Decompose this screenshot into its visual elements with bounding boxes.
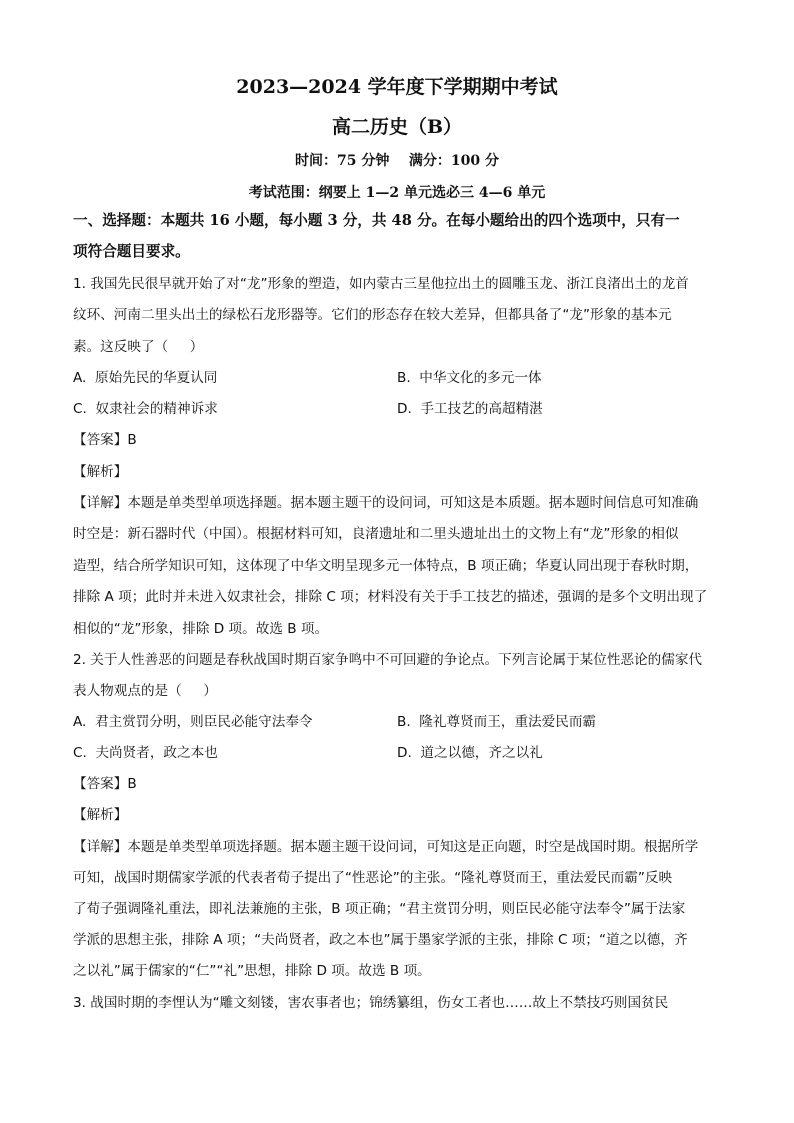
q2-detail-line: 可知，战国时期儒家学派的代表者荀子提出了“性恶论”的主张。“隆礼尊贤而王，重法爱民而霸”反映 <box>73 870 673 886</box>
q1-option-c: C. 奴隶社会的精神诉求 <box>73 401 218 417</box>
q2-answer: 【答案】B <box>73 776 137 792</box>
exam-scope: 考试范围：纲要上 1—2 单元选必三 4—6 单元 <box>248 185 546 201</box>
exam-time-score: 时间：75 分钟 满分：100 分 <box>295 153 499 169</box>
q2-detail-line: 了荀子强调隆礼重法，即礼法兼施的主张，B 项正确；“君主赏罚分明，则臣民必能守法奉令”属于法家 <box>73 901 686 917</box>
q2-option-d: D. 道之以德，齐之以礼 <box>397 745 543 761</box>
q2-analysis-label: 【解析】 <box>73 807 128 823</box>
q1-stem-line: 素。这反映了（ ） <box>73 339 204 355</box>
q2-option-b: B. 隆礼尊贤而王，重法爱民而霸 <box>397 714 597 730</box>
q1-analysis-label: 【解析】 <box>73 464 128 480</box>
q1-answer: 【答案】B <box>73 432 137 448</box>
q2-detail-line: 学派的思想主张，排除 A 项；“夫尚贤者，政之本也”属于墨家学派的主张，排除 C 项；“道之以德，齐 <box>73 932 688 948</box>
q1-detail-line: 【详解】本题是单类型单项选择题。据本题主题干的设问词，可知这是本质题。据本题时间信息可知准确 <box>73 495 699 511</box>
q1-detail-line: 时空是：新石器时代（中国）。根据材料可知，良渚遗址和二里头遗址出土的文物上有“龙”形象的相似 <box>73 526 679 542</box>
q1-option-a: A. 原始先民的华夏认同 <box>73 370 218 386</box>
q3-stem-line: 3. 战国时期的李悝认为“雕文刻镂，害农事者也；锦绣纂组，伤女工者也……故上不禁技巧则国贫民 <box>73 995 669 1011</box>
q2-option-a: A. 君主赏罚分明，则臣民必能守法奉令 <box>73 714 313 730</box>
q2-detail-line: 之以礼”属于儒家的“仁”“礼”思想，排除 D 项。故选 B 项。 <box>73 963 431 979</box>
q1-option-d: D. 手工技艺的高超精湛 <box>397 401 543 417</box>
q2-stem-line: 2. 关于人性善恶的问题是春秋战国时期百家争鸣中不可回避的争论点。下列言论属于某位性恶论的儒家代 <box>73 652 703 668</box>
q2-stem-line: 表人物观点的是（ ） <box>73 683 217 699</box>
q2-detail-line: 【详解】本题是单类型单项选择题。据本题主题干设问词，可知这是正向题，时空是战国时期。根据所学 <box>73 839 699 855</box>
q1-detail-line: 排除 A 项；此时并未进入奴隶社会，排除 C 项；材料没有关于手工技艺的描述，强调的是多个文明出现了 <box>73 589 708 605</box>
section-heading-line2: 项符合题目要求。 <box>73 243 190 260</box>
section-heading-line1: 一、选择题：本题共 16 小题，每小题 3 分，共 48 分。在每小题给出的四个选项中，只有一 <box>73 212 680 229</box>
q1-detail-line: 造型，结合所学知识可知，这体现了中华文明呈现多元一体特点，B 项正确；华夏认同出现于春秋时期， <box>73 558 699 574</box>
exam-subtitle: 高二历史（B） <box>331 116 463 138</box>
q1-stem-line: 纹环、河南二里头出土的绿松石龙形器等。它们的形态存在较大差异，但都具备了“龙”形象的基本元 <box>73 307 672 323</box>
q1-option-b: B. 中华文化的多元一体 <box>397 370 542 386</box>
exam-title: 2023—2024 学年度下学期期中考试 <box>236 76 558 98</box>
q1-detail-line: 相似的“龙”形象，排除 D 项。故选 B 项。 <box>73 621 329 637</box>
q2-option-c: C. 夫尚贤者，政之本也 <box>73 745 218 761</box>
q1-stem-line: 1. 我国先民很早就开始了对“龙”形象的塑造，如内蒙古三星他拉出土的圆雕玉龙、浙江良渚出土的龙首 <box>73 276 689 292</box>
